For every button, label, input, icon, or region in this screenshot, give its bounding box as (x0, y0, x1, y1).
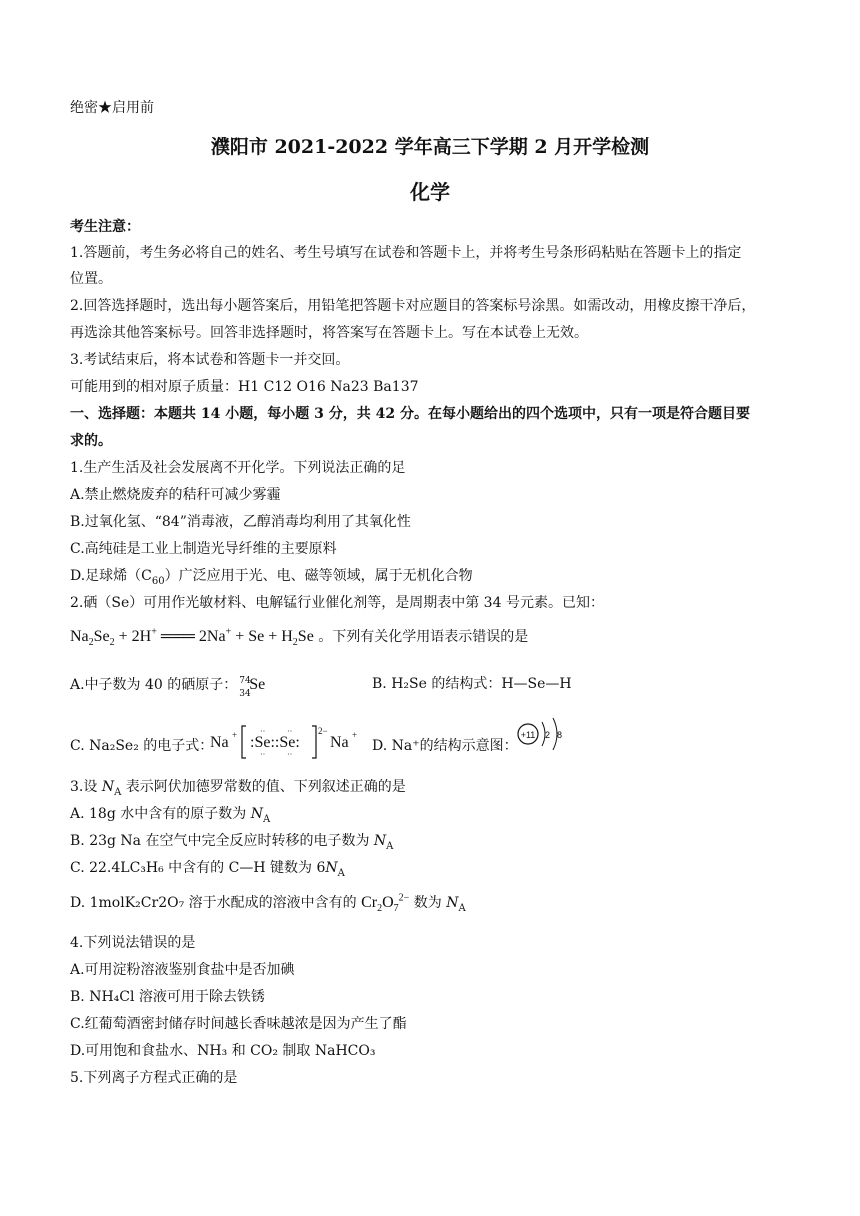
na2se2-electron-formula (208, 722, 368, 762)
q4-option-b: B. NH₄Cl 溶液可用于除去铁锈 (70, 989, 265, 1005)
q3-option-a-na: N (250, 806, 263, 822)
q3-option-d-na: N (446, 895, 459, 911)
svg-text:··: ·· (287, 727, 293, 736)
svg-text:Na: Na (330, 734, 349, 751)
q3-option-b-na-sub: A (386, 840, 394, 852)
q1-stem: 1.生产生活及社会发展离不开化学。下列说法正确的足 (70, 460, 406, 476)
q3-option-d (70, 893, 466, 913)
shell-1-count: 2 (545, 730, 551, 740)
notice-item-2: 2.回答选择题时，选出每小题答案后，用铅笔把答题卡对应题目的答案标号涂黑。如需改动，用橡皮擦干净后， (70, 298, 756, 314)
svg-text:··: ·· (287, 750, 293, 759)
q2-equation-tail: 。下列有关化学用语表示错误的是 (318, 629, 529, 645)
q1-option-a: A.禁止燃烧废弃的秸秆可减少雾霾 (70, 487, 281, 503)
shell-2-count: 8 (557, 730, 563, 740)
q2-se-nuclide (237, 674, 267, 699)
q1-option-d (70, 566, 473, 586)
svg-text:2−: 2− (318, 726, 328, 736)
q3-na-sub: A (114, 786, 122, 798)
subject-title: 化学 (410, 180, 450, 204)
q1-option-c: C.高纯硅是工业上制造光导纤维的主要原料 (70, 541, 337, 557)
svg-text:+: + (352, 730, 358, 740)
section-1-heading: 一、选择题：本题共 14 小题，每小题 3 分，共 42 分。在每小题给出的四个选项中，只有一项是符合题目要 (70, 406, 750, 422)
q2-option-b: B. H₂Se 的结构式：H—Se—H (372, 676, 572, 692)
q2-option-a-label: A.中子数为 40 的硒原子： (70, 677, 238, 693)
q3-option-b (70, 831, 393, 851)
dichromate-ion: $Cr_2O_7^{2-}$ (361, 892, 410, 915)
q2-mass-number: 74 (239, 676, 251, 686)
q5-stem: 5.下列离子方程式正确的是 (70, 1070, 238, 1086)
q3-stem (70, 777, 406, 797)
q1-option-b: B.过氧化氢、“84”消毒液，乙醇消毒均利用了其氧化性 (70, 514, 411, 530)
q1-option-d-sub: 60 (151, 575, 165, 587)
notice-item-3: 3.考试结束后，将本试卷和答题卡一并交回。 (70, 352, 350, 368)
q1-option-d-post: ）广泛应用于光、电、磁等领域，属于无机化合物 (164, 568, 473, 584)
svg-text:Na: Na (210, 734, 229, 751)
svg-text:··: ·· (260, 727, 266, 736)
q3-option-a (70, 804, 270, 824)
q2-atomic-number: 34 (239, 689, 251, 699)
svg-text::Se::Se:: :Se::Se: (250, 734, 300, 751)
q3-option-d-pre: D. 1molK₂Cr2O₇ 溶于水配成的溶液中含有的 (70, 895, 362, 911)
q3-option-c-na: N (325, 860, 338, 876)
q3-option-b-text: B. 23g Na 在空气中完全反应时转移的电子数为 (70, 833, 374, 849)
q4-option-a: A.可用淀粉溶液鉴别食盐中是否加碘 (70, 962, 295, 978)
q3-stem-pre: 3.设 (70, 779, 102, 795)
q4-option-d: D.可用饱和食盐水、NH₃ 和 CO₂ 制取 NaHCO₃ (70, 1043, 376, 1059)
nucleus-charge: +11 (520, 730, 536, 740)
exam-title: 濮阳市 2021-2022 学年高三下学期 2 月开学检测 (210, 136, 650, 158)
q3-stem-post: 表示阿伏加德罗常数的值、下列叙述正确的是 (121, 779, 406, 795)
q4-stem: 4.下列说法错误的是 (70, 935, 196, 951)
section-1-heading-cont: 求的。 (70, 433, 112, 449)
q2-equation: $Na_2Se_2 + 2H^+$ ═══ $2Na^+ + Se + H_2Se$ (70, 626, 314, 649)
q3-na-symbol: N (101, 779, 115, 795)
q3-option-b-na: N (373, 833, 387, 849)
q3-option-d-post: 数为 (409, 895, 447, 911)
svg-text:··: ·· (260, 750, 266, 759)
q3-option-c (70, 858, 345, 878)
notice-heading: 考生注意： (70, 219, 140, 235)
atomic-masses: 可能用到的相对原子质量：H1 C12 O16 Na23 Ba137 (70, 379, 419, 395)
na-ion-structure-diagram (515, 712, 575, 756)
q2-element-symbol: Se (249, 676, 266, 693)
q1-option-d-pre: D.足球烯（C (70, 568, 152, 584)
q2-option-c-label: C. Na₂Se₂ 的电子式： (70, 738, 214, 754)
q2-option-d-label: D. Na⁺的结构示意图： (372, 738, 518, 754)
q3-option-a-na-sub: A (262, 813, 271, 825)
notice-item-1: 1.答题前，考生务必将自己的姓名、考生号填写在试卷和答题卡上，并将考生号条形码粘贴在答题卡上的指定 (70, 245, 742, 261)
confidential-mark: 绝密★启用前 (70, 100, 154, 116)
q2-option-a (70, 674, 267, 699)
q2-stem: 2.硒（Se）可用作光敏材料、电解锰行业催化剂等，是周期表中第 34 号元素。已知： (70, 595, 604, 611)
q4-option-c: C.红葡萄酒密封储存时间越长香味越浓是因为产生了酯 (70, 1016, 407, 1032)
q2-equation-line (70, 627, 528, 647)
notice-item-2-cont: 再选涂其他答案标号。回答非选择题时，将答案写在答题卡上。写在本试卷上无效。 (70, 325, 588, 341)
notice-item-1-cont: 位置。 (70, 271, 112, 287)
q3-option-c-text: C. 22.4LC₃H₆ 中含有的 C—H 键数为 6 (70, 860, 326, 876)
q3-option-a-text: A. 18g 水中含有的原子数为 (70, 806, 251, 822)
q3-option-d-na-sub: A (458, 902, 466, 914)
svg-text:+: + (232, 730, 238, 740)
q3-option-c-na-sub: A (337, 867, 345, 879)
